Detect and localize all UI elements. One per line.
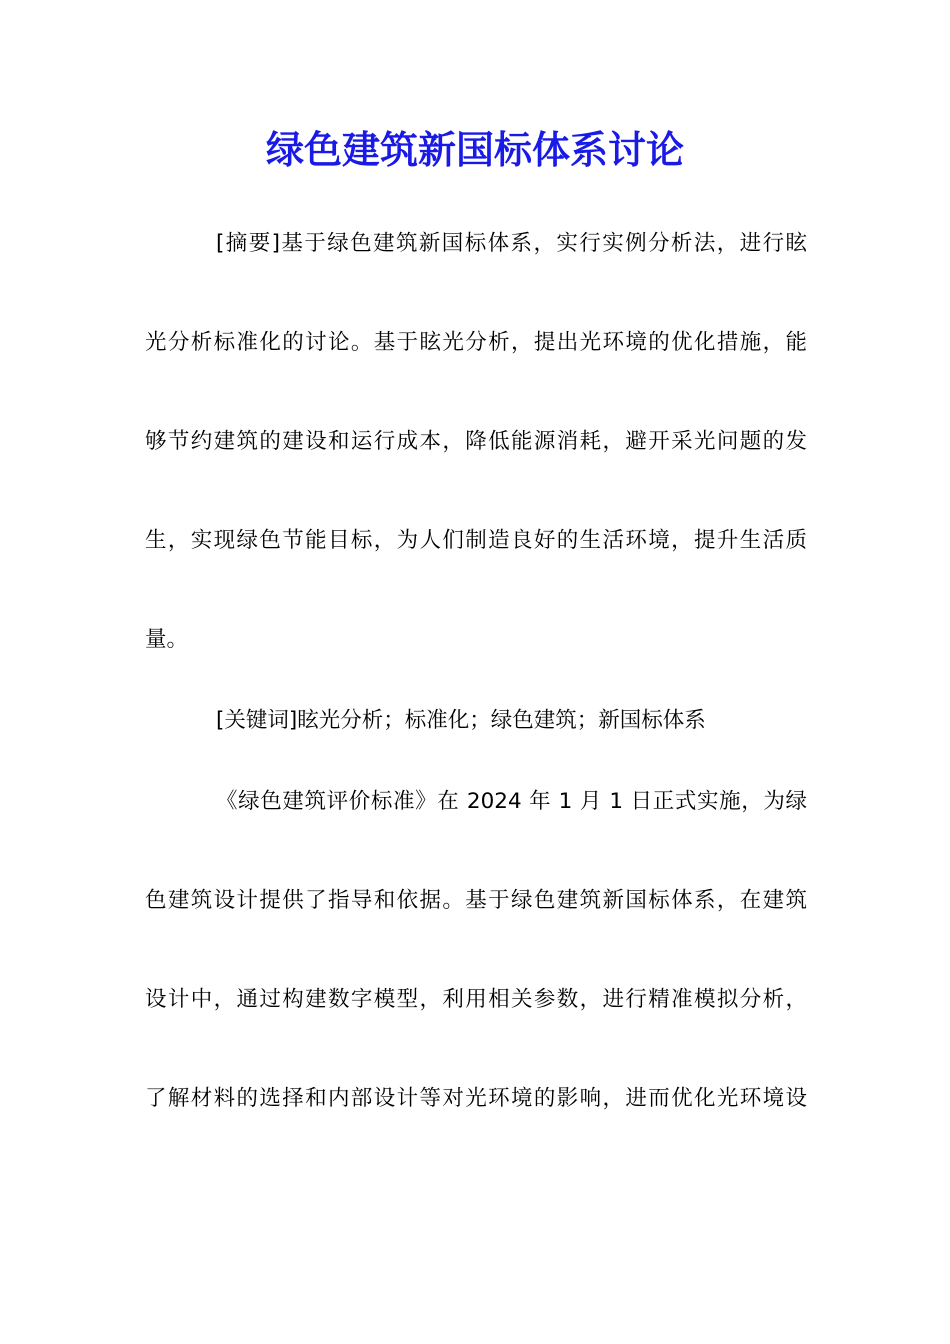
body-line: 《绿色建筑评价标准》在 2024 年 1 月 1 日正式实施，为绿 bbox=[216, 789, 807, 814]
body-line: 色建筑设计提供了指导和依据。基于绿色建筑新国标体系，在建筑 bbox=[145, 888, 807, 913]
abstract-line: 光分析标准化的讨论。基于眩光分析，提出光环境的优化措施，能 bbox=[145, 330, 807, 355]
body-line: 了解材料的选择和内部设计等对光环境的影响，进而优化光环境设 bbox=[145, 1086, 807, 1111]
abstract-line: 够节约建筑的建设和运行成本，降低能源消耗，避开采光问题的发 bbox=[145, 429, 807, 454]
body-line: 设计中，通过构建数字模型，利用相关参数，进行精准模拟分析， bbox=[145, 987, 807, 1012]
abstract-line: 量。 bbox=[145, 627, 189, 652]
abstract-line: 生，实现绿色节能目标，为人们制造良好的生活环境，提升生活质 bbox=[145, 528, 807, 553]
abstract-line: [摘要]基于绿色建筑新国标体系，实行实例分析法，进行眩 bbox=[216, 231, 807, 256]
document-title: 绿色建筑新国标体系讨论 bbox=[265, 127, 684, 172]
keywords-line: [关键词]眩光分析；标准化；绿色建筑；新国标体系 bbox=[216, 708, 706, 733]
